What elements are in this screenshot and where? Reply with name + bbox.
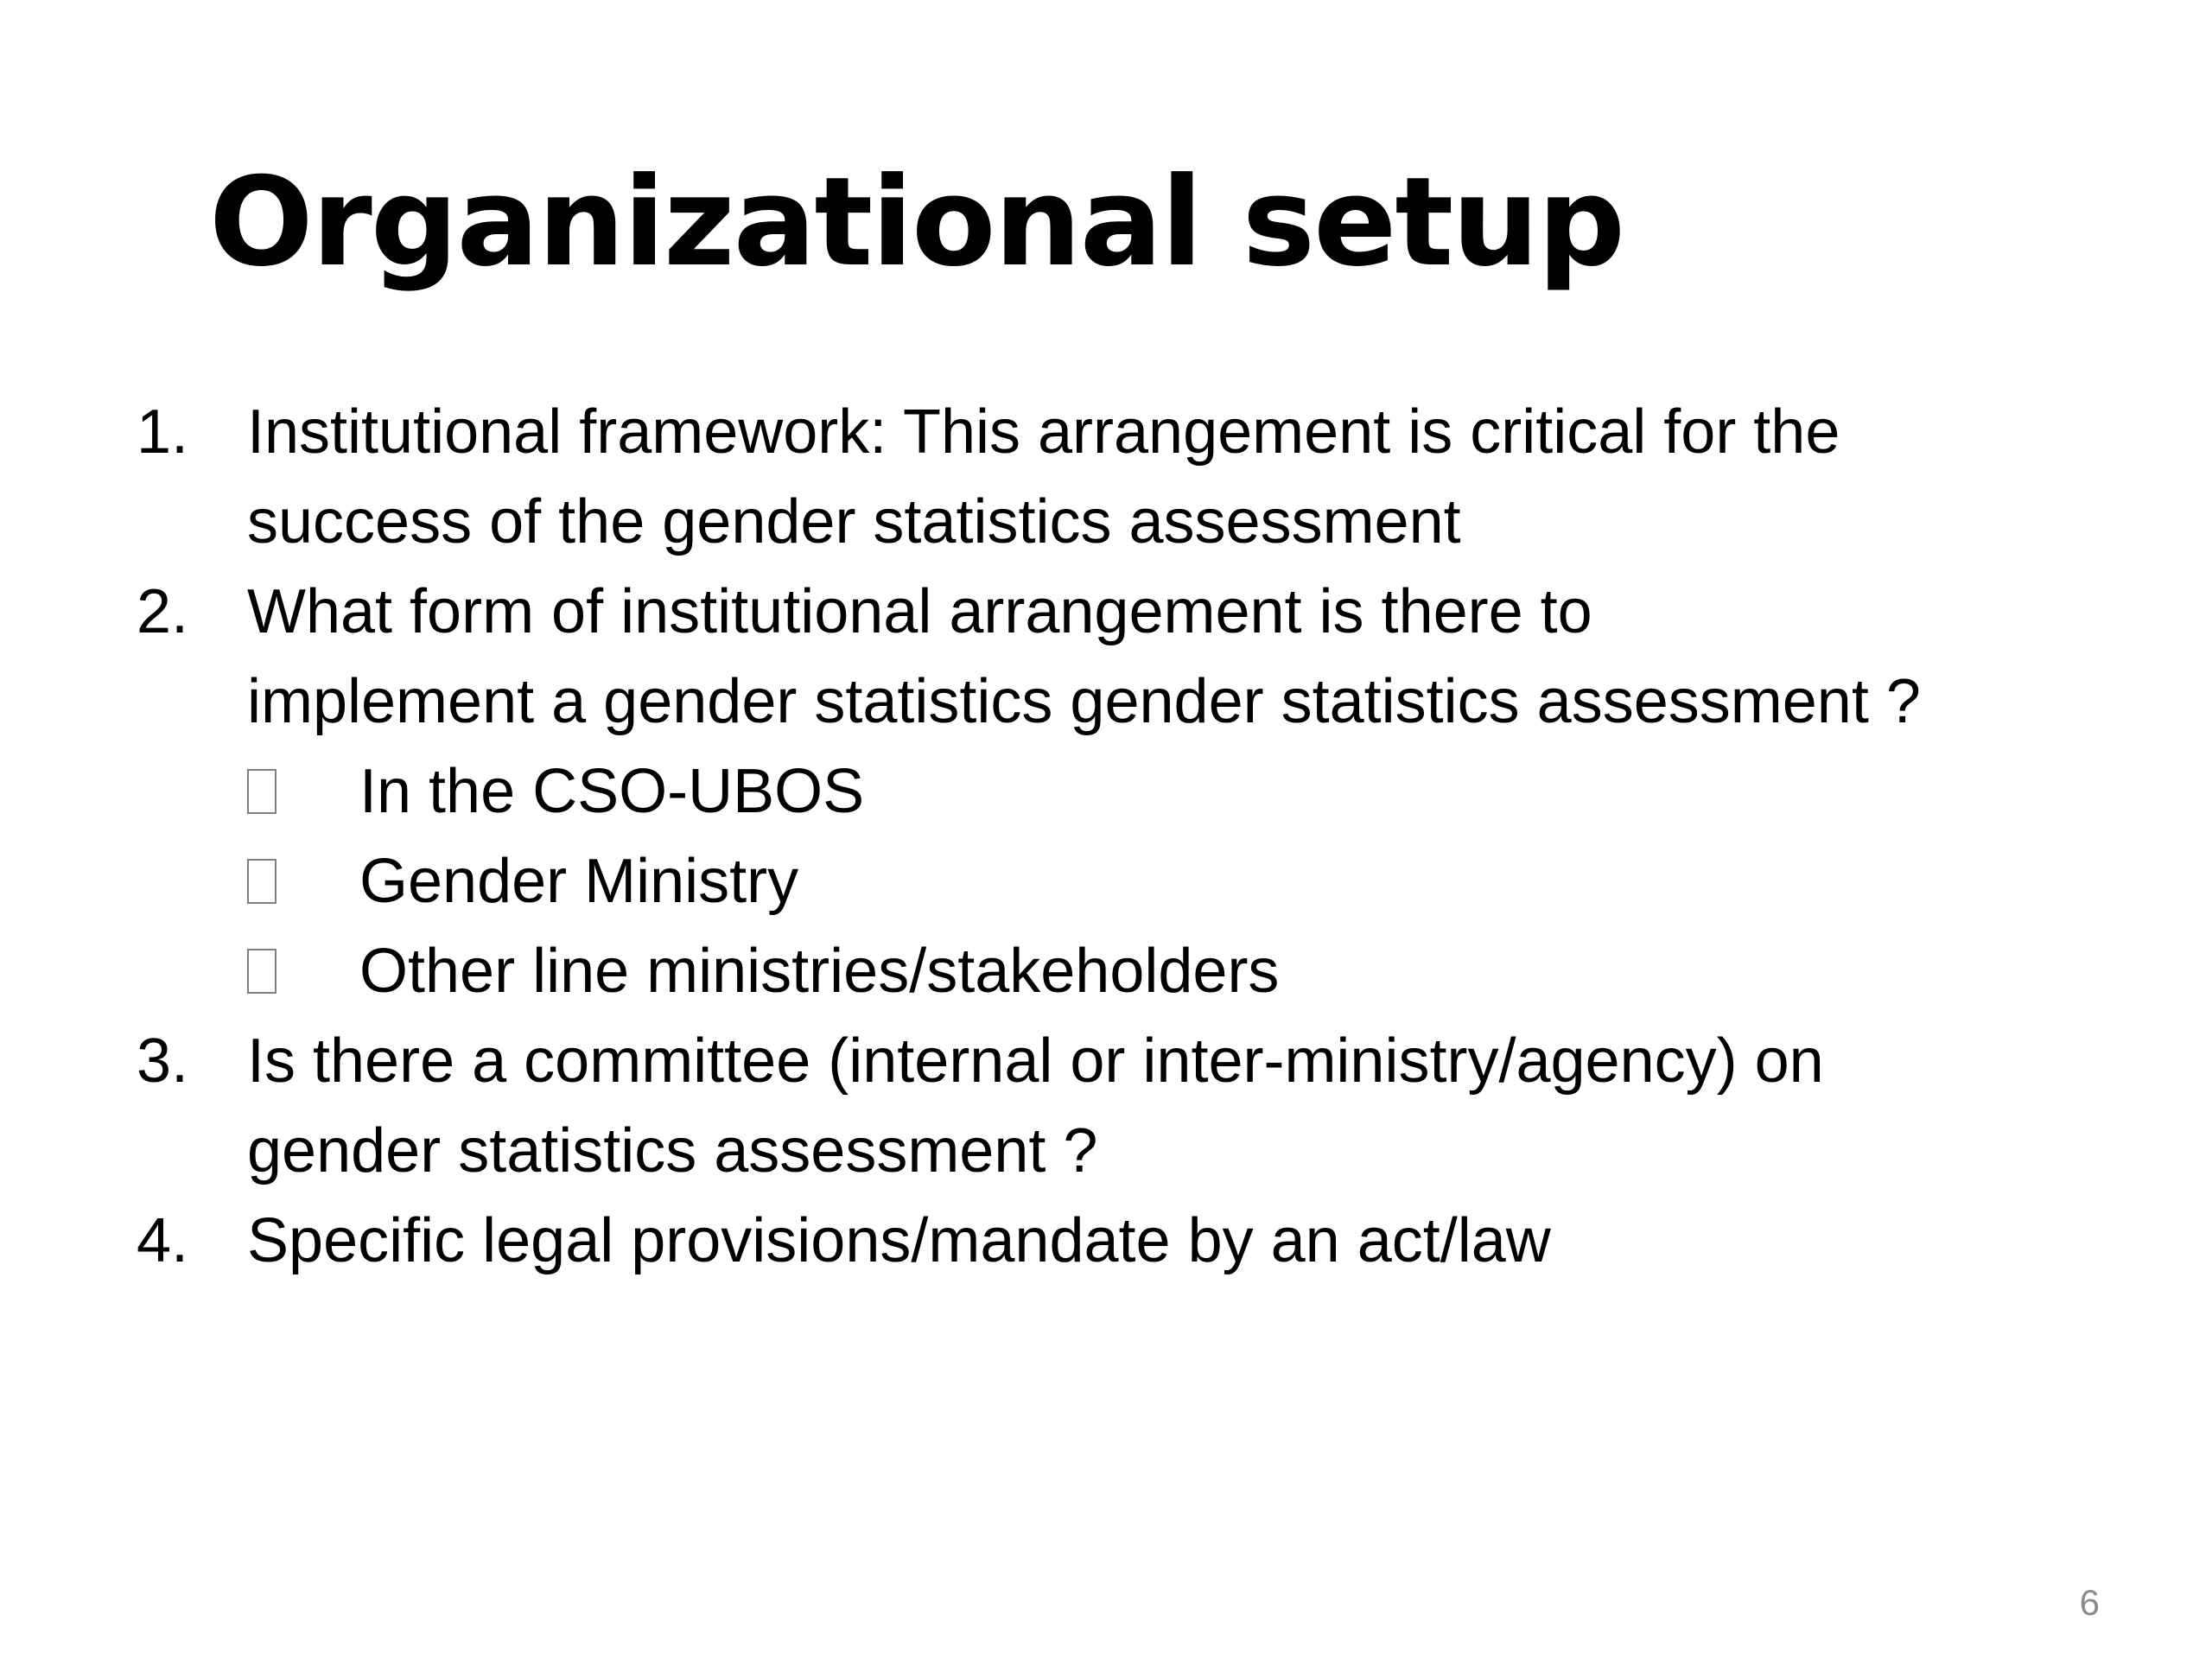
- list-item-text: gender statistics assessment ?: [247, 1116, 1098, 1185]
- sub-list-item-text: Other line ministries/stakeholders: [359, 937, 1280, 1006]
- bullet-box-icon: [247, 859, 276, 904]
- list-item-number: 2.: [137, 577, 189, 646]
- list-item-text: Institutional framework: This arrangement is critical for the: [247, 397, 1840, 467]
- page-number: 6: [2079, 1582, 2100, 1623]
- sub-list-item-text: Gender Ministry: [359, 847, 799, 916]
- list-item-number: 4.: [137, 1206, 189, 1275]
- list-item-text: What form of institutional arrangement is there to: [247, 577, 1592, 646]
- sub-list-item-text: In the CSO-UBOS: [359, 757, 865, 826]
- bullet-box-icon: [247, 949, 276, 994]
- list-item-number: 1.: [137, 397, 189, 467]
- list-item-text: success of the gender statistics assessment: [247, 487, 1461, 556]
- list-item-text: Is there a committee (internal or inter-ministry/agency) on: [247, 1027, 1824, 1096]
- slide-title: Organizational setup: [209, 151, 1624, 294]
- list-item-text: implement a gender statistics gender statistics assessment ?: [247, 667, 1921, 736]
- bullet-box-icon: [247, 769, 276, 814]
- list-item-number: 3.: [137, 1027, 189, 1096]
- list-item-text: Specific legal provisions/mandate by an act/law: [247, 1206, 1551, 1275]
